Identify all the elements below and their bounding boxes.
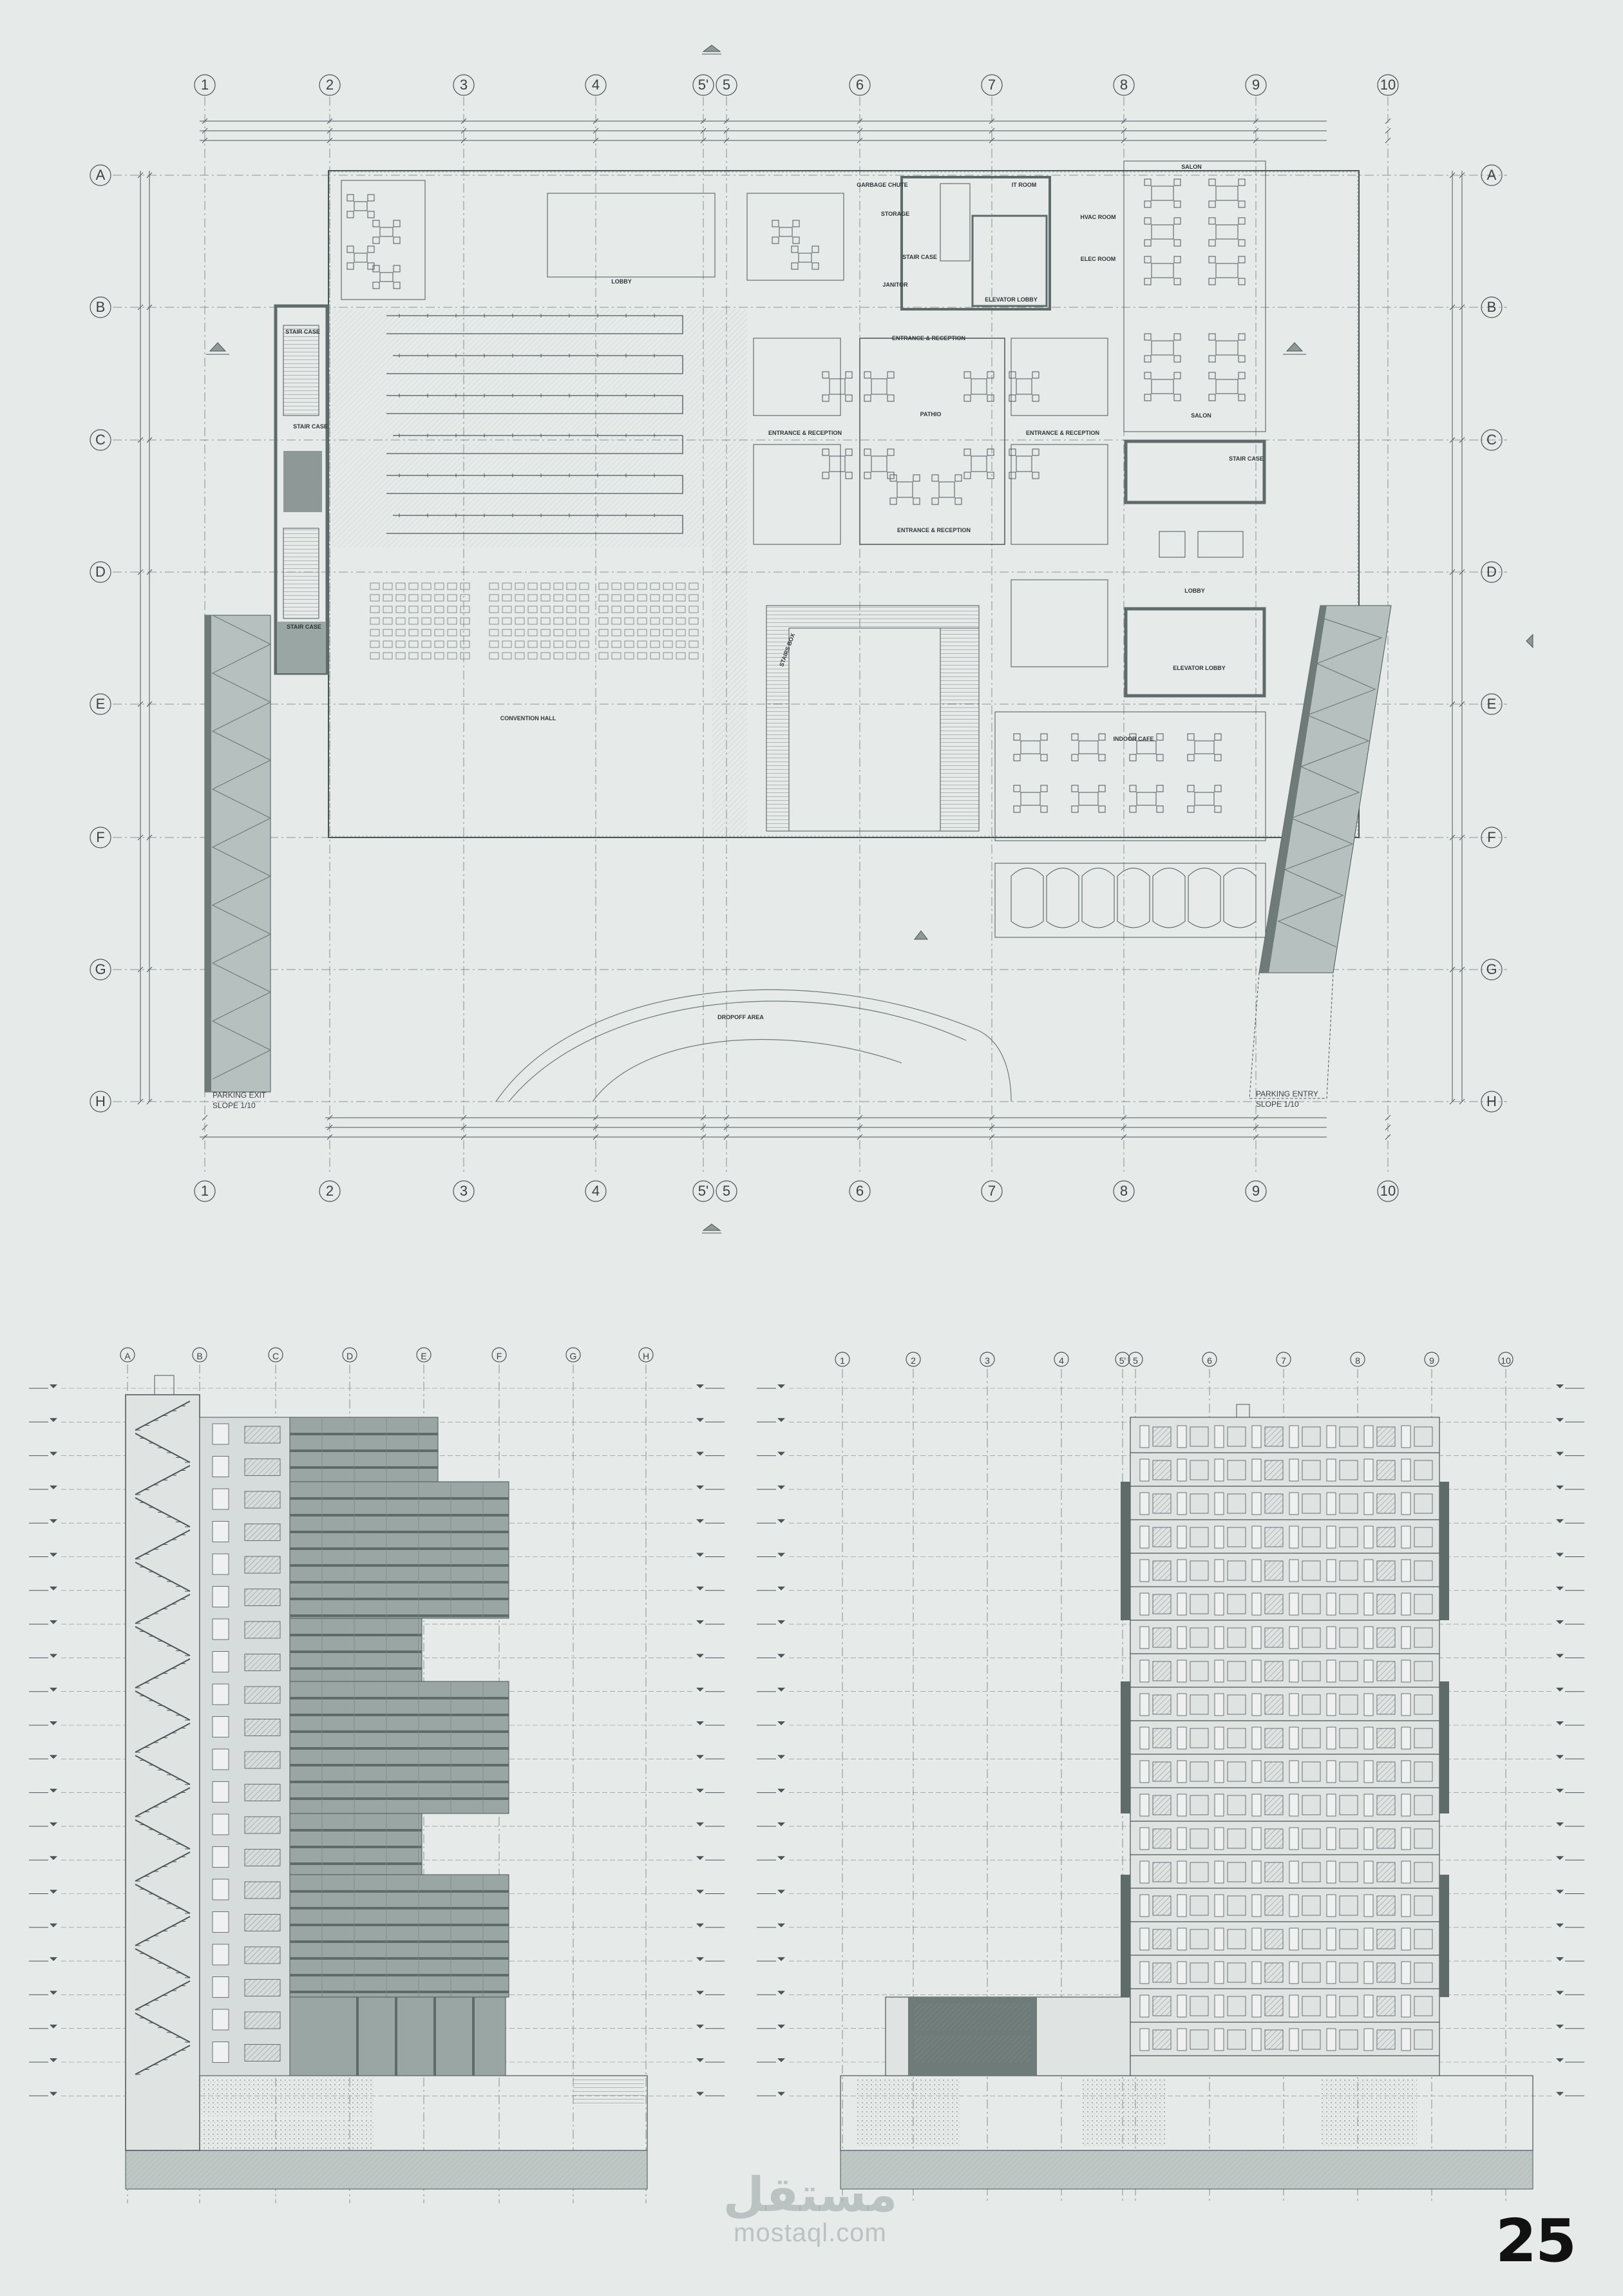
label-entrance-4: ENTRANCE & RECEPTION — [897, 527, 971, 533]
label-convention-hall: CONVENTION HALL — [500, 715, 556, 722]
label-parking-exit: PARKING EXIT — [213, 1091, 267, 1100]
svg-text:1: 1 — [200, 77, 209, 93]
svg-text:1: 1 — [840, 1355, 845, 1366]
grid-bubble-bottom-4 — [693, 1181, 714, 1201]
left-elevation — [29, 1364, 725, 2203]
label-stair-left-3: STAIR CASE — [287, 624, 321, 630]
svg-text:5: 5 — [722, 77, 731, 93]
svg-text:8: 8 — [1355, 1355, 1360, 1366]
svg-text:5': 5' — [698, 77, 709, 93]
svg-text:8: 8 — [1119, 77, 1128, 93]
plan-room-labels — [213, 164, 1318, 1110]
elevation-right-grid-bubble-0 — [835, 1352, 849, 1366]
label-entrance-2: ENTRANCE & RECEPTION — [768, 430, 842, 436]
watermark — [701, 2167, 920, 2248]
svg-text:2: 2 — [325, 77, 334, 93]
label-stair-left-2: STAIR CASE — [293, 423, 328, 430]
svg-text:F: F — [1487, 829, 1496, 845]
svg-text:4: 4 — [591, 77, 600, 93]
svg-text:10: 10 — [1380, 77, 1396, 93]
elevation-right-grid-bubble-8 — [1351, 1352, 1365, 1366]
svg-text:E: E — [421, 1351, 427, 1361]
grid-bubble-top-5 — [716, 75, 737, 95]
svg-text:2: 2 — [325, 1183, 334, 1199]
elevation-right-grid-bubble-6 — [1202, 1352, 1217, 1366]
label-lobby-top: LOBBY — [611, 278, 632, 285]
elevation-left-grid-bubble-6 — [566, 1348, 580, 1362]
svg-text:B: B — [196, 1351, 203, 1361]
svg-text:7: 7 — [987, 77, 996, 93]
svg-text:6: 6 — [855, 1183, 864, 1199]
grid-bubble-top-9 — [1246, 75, 1266, 95]
svg-text:7: 7 — [987, 1183, 996, 1199]
page-number: 25 — [1495, 2206, 1575, 2275]
svg-text:B: B — [1486, 299, 1497, 315]
svg-text:G: G — [95, 961, 106, 977]
grid-bubble-left-0 — [90, 165, 111, 186]
svg-text:5: 5 — [722, 1183, 731, 1199]
elevation-right-grid-bubble-9 — [1425, 1352, 1439, 1366]
svg-text:6: 6 — [1207, 1355, 1212, 1366]
elevation-left-grid-bubble-0 — [120, 1348, 135, 1362]
plan-hatched-zones — [332, 309, 979, 837]
label-parking-entry-slope: SLOPE 1/10 — [1256, 1100, 1299, 1109]
elevation-left-grid-bubble-4 — [417, 1348, 431, 1362]
svg-text:A: A — [95, 167, 106, 183]
grid-bubble-bottom-6 — [849, 1181, 870, 1201]
label-elevator-lobby-top: ELEVATOR LOBBY — [985, 296, 1038, 303]
label-stair-case-core: STAIR CASE — [902, 254, 937, 260]
elevation-left-grid-bubble-2 — [269, 1348, 283, 1362]
elevation-right-grid-bubble-1 — [906, 1352, 920, 1366]
svg-text:D: D — [1486, 564, 1497, 580]
grid-bubble-left-1 — [90, 297, 111, 318]
grid-bubble-left-6 — [90, 959, 111, 980]
elevation-right-grid-bubble-4 — [1115, 1352, 1130, 1366]
grid-bubble-left-7 — [90, 1091, 111, 1112]
grid-bubble-bottom-7 — [982, 1181, 1002, 1201]
label-dropoff: DROPOFF AREA — [717, 1014, 764, 1020]
svg-text:3: 3 — [459, 77, 468, 93]
label-stair-right: STAIR CASE — [1229, 455, 1264, 462]
elevation-right-grid-bubble-2 — [980, 1352, 994, 1366]
convention-hall-seating — [370, 583, 698, 659]
elevation-right-grid-bubble-5 — [1128, 1352, 1143, 1366]
svg-text:H: H — [1486, 1093, 1497, 1109]
svg-text:6: 6 — [855, 77, 864, 93]
label-stairs-box: STAIRS BOX — [778, 632, 797, 668]
elevation-left-grid-bubble-1 — [193, 1348, 207, 1362]
label-indoor-cafe: INDOOR CAFE — [1113, 736, 1154, 742]
grid-bubble-bottom-2 — [453, 1181, 474, 1201]
svg-text:9: 9 — [1429, 1355, 1434, 1366]
grid-bubble-top-3 — [585, 75, 606, 95]
plan-furniture — [347, 179, 1256, 928]
svg-text:2: 2 — [911, 1355, 916, 1366]
svg-text:H: H — [95, 1093, 106, 1109]
grid-bubble-bottom-8 — [1114, 1181, 1134, 1201]
svg-text:9: 9 — [1251, 77, 1260, 93]
svg-text:G: G — [569, 1351, 577, 1361]
parking-ramps — [205, 606, 1391, 1098]
svg-text:E: E — [95, 696, 106, 712]
label-entrance-1: ENTRANCE & RECEPTION — [891, 335, 966, 341]
grid-bubble-bottom-3 — [585, 1181, 606, 1201]
label-parking-exit-slope: SLOPE 1/10 — [213, 1101, 256, 1110]
label-elec-room: ELEC ROOM — [1080, 256, 1116, 262]
grid-bubble-bottom-10 — [1378, 1181, 1398, 1201]
label-lobby-right: LOBBY — [1184, 588, 1205, 594]
elevation-grid-labels — [120, 1348, 1513, 1366]
svg-text:F: F — [496, 1351, 502, 1361]
ground-floor-plan — [90, 45, 1533, 1233]
watermark-url: mostaql.com — [734, 2219, 887, 2247]
grid-bubble-top-6 — [849, 75, 870, 95]
svg-text:3: 3 — [459, 1183, 468, 1199]
grid-bubble-top-2 — [453, 75, 474, 95]
grid-bubble-top-8 — [1114, 75, 1134, 95]
svg-text:D: D — [346, 1351, 354, 1361]
watermark-logo: مستقل — [723, 2167, 898, 2223]
grid-bubble-top-0 — [195, 75, 215, 95]
label-stair-left-1: STAIR CASE — [285, 329, 320, 335]
grid-bubble-bottom-9 — [1246, 1181, 1266, 1201]
svg-text:C: C — [272, 1351, 280, 1361]
grid-bubble-bottom-1 — [319, 1181, 340, 1201]
svg-text:4: 4 — [591, 1183, 600, 1199]
svg-text:A: A — [1486, 167, 1497, 183]
grid-bubble-bottom-5 — [716, 1181, 737, 1201]
label-elevator-lobby-right: ELEVATOR LOBBY — [1173, 665, 1226, 671]
svg-text:9: 9 — [1251, 1183, 1260, 1199]
svg-text:E: E — [1486, 696, 1497, 712]
svg-text:4: 4 — [1059, 1355, 1064, 1366]
label-entrance-3: ENTRANCE & RECEPTION — [1025, 430, 1100, 436]
svg-text:5: 5 — [1133, 1355, 1138, 1366]
label-salon-top: SALON — [1181, 164, 1202, 170]
elevation-right-grid-bubble-3 — [1054, 1352, 1068, 1366]
elevation-right-grid-bubble-7 — [1277, 1352, 1291, 1366]
right-elevation — [757, 1369, 1584, 2203]
grid-bubble-left-4 — [90, 694, 111, 714]
svg-text:5': 5' — [698, 1183, 709, 1199]
svg-text:10: 10 — [1501, 1355, 1511, 1366]
svg-text:B: B — [95, 299, 106, 315]
label-it-room: IT ROOM — [1011, 182, 1037, 188]
dropoff-curves — [496, 990, 1011, 1102]
svg-text:C: C — [95, 432, 106, 448]
grid-bubble-top-7 — [982, 75, 1002, 95]
elevation-right-grid-bubble-10 — [1499, 1352, 1513, 1366]
svg-text:5': 5' — [1119, 1355, 1126, 1366]
label-storage: STORAGE — [880, 211, 910, 217]
grid-bubble-left-5 — [90, 827, 111, 848]
left-stair-cores — [276, 306, 327, 673]
svg-text:C: C — [1486, 432, 1497, 448]
svg-text:G: G — [1486, 961, 1497, 977]
label-janitor: JANITOR — [882, 282, 908, 288]
svg-text:H: H — [642, 1351, 650, 1361]
label-salon-mid: SALON — [1191, 412, 1211, 419]
label-parking-entry: PARKING ENTRY — [1256, 1089, 1318, 1098]
svg-text:D: D — [95, 564, 106, 580]
svg-text:10: 10 — [1380, 1183, 1396, 1199]
plan-walls — [328, 161, 1359, 937]
grid-bubble-left-3 — [90, 562, 111, 582]
svg-text:A: A — [124, 1351, 131, 1361]
grid-bubble-bottom-0 — [195, 1181, 215, 1201]
grid-bubble-top-4 — [693, 75, 714, 95]
label-patio: PATHIO — [920, 411, 942, 417]
elevation-left-grid-bubble-7 — [639, 1348, 653, 1362]
grid-bubble-left-2 — [90, 430, 111, 450]
label-hvac-room: HVAC ROOM — [1080, 214, 1116, 220]
grid-bubble-top-1 — [319, 75, 340, 95]
svg-text:3: 3 — [985, 1355, 990, 1366]
svg-text:7: 7 — [1281, 1355, 1286, 1366]
label-garbage-chute: GARBAGE CHUTE — [857, 182, 908, 188]
elevation-left-grid-bubble-3 — [343, 1348, 357, 1362]
svg-text:8: 8 — [1119, 1183, 1128, 1199]
elevation-left-grid-bubble-5 — [492, 1348, 506, 1362]
svg-text:F: F — [96, 829, 105, 845]
grid-bubble-top-10 — [1378, 75, 1398, 95]
svg-text:1: 1 — [200, 1183, 209, 1199]
